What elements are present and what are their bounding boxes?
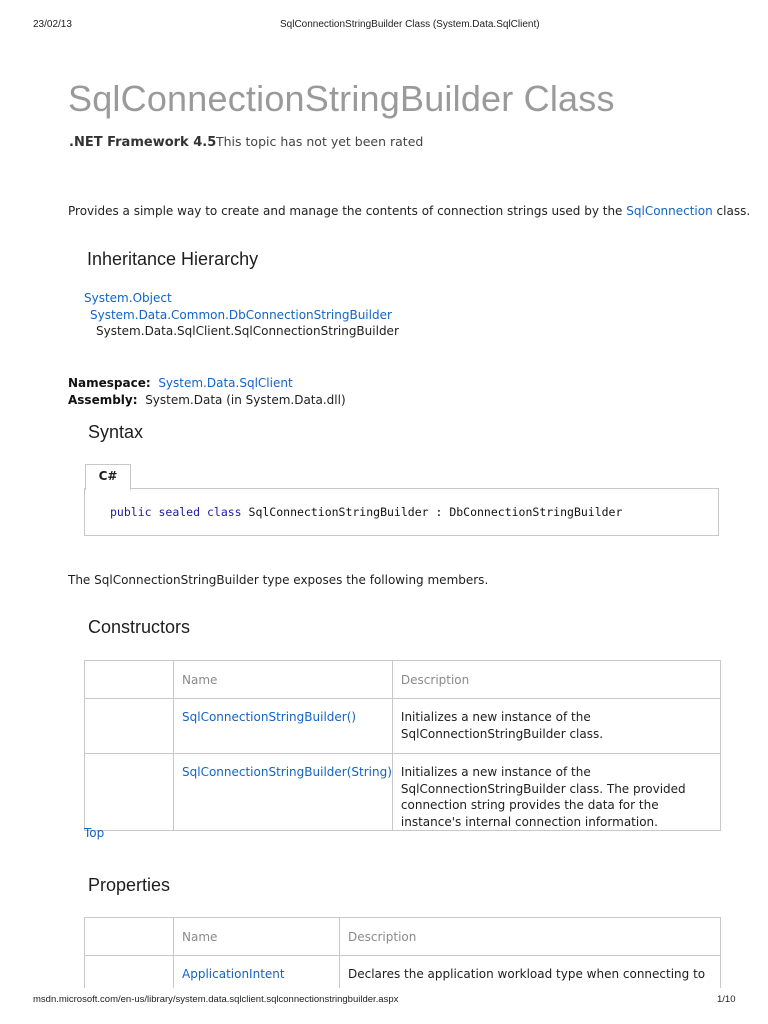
syntax-heading: Syntax: [88, 422, 144, 442]
intro-after: class.: [712, 204, 751, 218]
constructor-link[interactable]: SqlConnectionStringBuilder(): [182, 710, 357, 724]
description-cell: Initializes a new instance of the SqlConnectionStringBuilder class.: [392, 699, 720, 754]
icon-cell: [85, 699, 174, 754]
intro-text: [68, 204, 750, 218]
code-line: [110, 505, 622, 519]
inheritance-item-system-object[interactable]: System.Object: [84, 291, 172, 305]
table-row: [85, 754, 721, 831]
rating-text: This topic has not yet been rated: [216, 134, 424, 149]
namespace-link[interactable]: System.Data.SqlClient: [158, 376, 293, 390]
table-header-row: [85, 661, 721, 699]
framework-version: .NET Framework 4.5: [69, 135, 217, 150]
constructor-string-link[interactable]: SqlConnectionStringBuilder(String): [182, 765, 392, 779]
icon-column-header: [85, 661, 174, 699]
assembly-label: Assembly:: [68, 393, 138, 407]
description-cell: Initializes a new instance of the SqlConnectionStringBuilder class. The provided connection string provides the data for the instance's internal connection information.: [392, 754, 720, 831]
applicationintent-link[interactable]: ApplicationIntent: [182, 967, 285, 981]
description-cell: Declares the application workload type when connecting to: [340, 956, 721, 1016]
name-column-header: Name: [174, 918, 340, 956]
name-cell: [174, 699, 393, 754]
constructors-table: [84, 660, 721, 831]
inheritance-heading: Inheritance Hierarchy: [87, 249, 259, 269]
print-date: 23/02/13: [33, 19, 72, 30]
code-declaration: SqlConnectionStringBuilder : DbConnectionStringBuilder: [248, 505, 623, 519]
constructors-heading: Constructors: [88, 617, 191, 637]
inheritance-tree: [84, 290, 399, 340]
footer-url: msdn.microsoft.com/en-us/library/system.data.sqlclient.sqlconnectionstringbuilder.aspx: [33, 994, 399, 1005]
code-keyword-class: class: [206, 505, 242, 519]
description-column-header: Description: [392, 661, 720, 699]
tab-csharp[interactable]: C#: [85, 464, 131, 490]
inheritance-item-current: System.Data.SqlClient.SqlConnectionStringBuilder: [96, 324, 399, 338]
intro-before: Provides a simple way to create and manage the contents of connection strings used by the: [68, 204, 627, 218]
inheritance-item-dbconnectionstringbuilder[interactable]: System.Data.Common.DbConnectionStringBuilder: [90, 307, 392, 322]
properties-heading: Properties: [88, 875, 171, 895]
namespace-label: Namespace:: [68, 376, 151, 390]
members-intro: The SqlConnectionStringBuilder type exposes the following members.: [68, 573, 489, 587]
assembly-line: [68, 393, 346, 407]
assembly-value: System.Data (in System.Data.dll): [145, 393, 346, 407]
name-cell: [174, 754, 393, 831]
page-title: SqlConnectionStringBuilder Class: [68, 78, 615, 119]
footer-page-number: 1/10: [717, 994, 736, 1005]
code-keyword-sealed: sealed: [158, 505, 201, 519]
icon-column-header: [85, 918, 174, 956]
code-keyword-public: public: [110, 505, 152, 519]
top-link[interactable]: Top: [84, 826, 105, 840]
sqlconnection-link[interactable]: SqlConnection: [626, 204, 713, 218]
description-column-header: Description: [340, 918, 721, 956]
icon-cell: [85, 754, 174, 831]
print-doc-title: SqlConnectionStringBuilder Class (System.Data.SqlClient): [280, 19, 540, 30]
namespace-line: [68, 376, 293, 390]
table-row: [85, 699, 721, 754]
table-header-row: [85, 918, 721, 956]
name-column-header: Name: [174, 661, 393, 699]
